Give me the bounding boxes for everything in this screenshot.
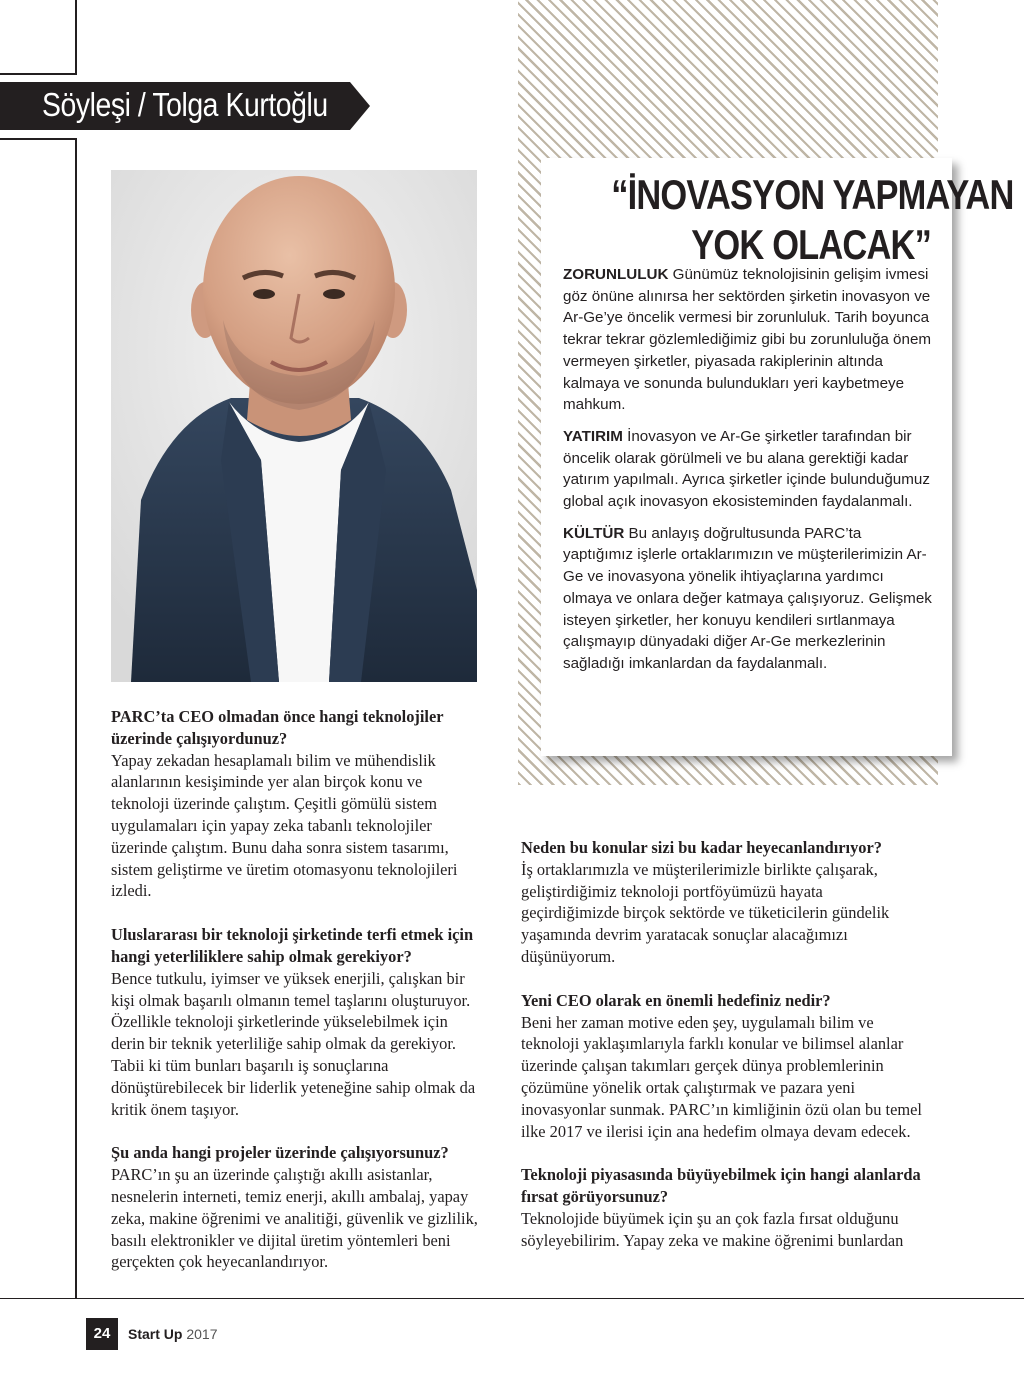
footer-brand xyxy=(128,1326,218,1342)
section-banner xyxy=(0,82,370,130)
qa-block xyxy=(521,837,925,968)
answer: Yapay zekadan hesaplamalı bilim ve mühendislik alanlarının kesişiminde yer alan birçok konu ve teknoloji üzerinde çalıştım. Çeşitli gömülü sistem uygulamaları için yapay zeka tabanlı teknolojiler üzerinde çalıştım. Bunu daha sonra sistem tasarımı, sistem geliştirme ve üretim otomasyonu teknolojileri izledi. xyxy=(111,750,458,901)
qa-block xyxy=(111,924,483,1120)
sidebar-keyword: ZORUNLULUK xyxy=(563,266,669,283)
frame-line xyxy=(75,138,77,1298)
question: Teknoloji piyasasında büyüyebilmek için hangi alanlarda fırsat görüyorsunuz? xyxy=(521,1165,921,1207)
question: Neden bu konular sizi bu kadar heyecanlandırıyor? xyxy=(521,838,882,857)
qa-block xyxy=(521,1164,925,1251)
issue-year: 2017 xyxy=(182,1326,218,1342)
page-number: 24 xyxy=(86,1318,118,1350)
sidebar-box xyxy=(541,158,1014,756)
answer: Bence tutkulu, iyimser ve yüksek enerjili, çalışkan bir kişi olmak başarılı olmanın temel taşlarını oluşturuyor. Özellikle teknoloji şirketlerinde yükselebilmek için derin bir teknik yeterliliğe sahip olmak da gerekiyor. Tabii ki tüm bunları başarılı iş sonuçlarına dönüştürebilecek bir liderlik yeteneğine sahip olmak da kritik önem taşıyor. xyxy=(111,968,476,1119)
question: Uluslararası bir teknoloji şirketinde terfi etmek için hangi yeterliliklere sahip olmak gerekiyor? xyxy=(111,925,474,966)
qa-block xyxy=(521,990,925,1143)
magazine-name: Start Up xyxy=(128,1326,183,1342)
sidebar-keyword: KÜLTÜR xyxy=(563,524,625,542)
question: Yeni CEO olarak en önemli hedefiniz nedir? xyxy=(521,990,831,1010)
frame-line xyxy=(75,0,77,74)
section-title: Söyleşi / Tolga Kurtoğlu xyxy=(42,86,328,123)
answer: Teknolojide büyümek için şu an çok fazla fırsat olduğunu söyleyebilirim. Yapay zeka ve makine öğrenimi bunlardan xyxy=(521,1208,904,1250)
sidebar-title-line: YOK OLACAK” xyxy=(691,221,931,268)
sidebar-title-line: “İNOVASYON YAPMAYAN xyxy=(611,171,1014,218)
article-column-right xyxy=(521,837,925,1274)
answer: Beni her zaman motive eden şey, uygulamalı bilim ve teknoloji yaklaşımlarıyla farklı konular ve bilimsel alanlar üzerinde çalışan takımları gerçek dünya problemlerinin çözümüne yönelik ortak çalıştırmak ve pazara yeni inovasyonlar sunmak. PARC’ın kimliğinin özü olan bu temel ilke 2017 ve ilerisi için ana hedefim olmaya devam edecek. xyxy=(521,1012,922,1141)
sidebar-text: İnovasyon ve Ar-Ge şirketler tarafından bir öncelik olarak görülmeli ve bu alana gerektiği kadar yatırım yapılmalı. Ayrıca şirketler içinde bulunduğumuz global açık inovasyon ekosisteminden faydalanmalı. xyxy=(563,427,930,511)
portrait-photo xyxy=(111,170,477,682)
qa-block xyxy=(111,1142,483,1273)
sidebar-paragraph xyxy=(563,523,933,675)
frame-line xyxy=(0,138,77,140)
frame-line xyxy=(0,73,77,75)
question: Şu anda hangi projeler üzerinde çalışıyorsunuz? xyxy=(111,1143,449,1163)
qa-block xyxy=(111,706,483,902)
sidebar-title xyxy=(541,170,1014,270)
sidebar-paragraph xyxy=(563,264,933,416)
sidebar-keyword: YATIRIM xyxy=(563,427,623,445)
article-column-left xyxy=(111,706,483,1295)
question: PARC’ta CEO olmadan önce hangi teknolojiler üzerinde çalışıyordunuz? xyxy=(111,707,444,748)
footer-divider xyxy=(0,1298,1024,1299)
sidebar-text: Bu anlayış doğrultusunda PARC’ta yaptığımız işlerle ortaklarımızın ve müşterilerimizin Ar-Ge ve inovasyona yönelik ihtiyaçlarına yardımcı olmaya ve onlara değer katmaya çalışıyoruz. Gelişmek isteyen şirketler, her konuyu kendileri sırtlanmaya çalışmayıp dünyadaki diğer Ar-Ge merkezlerinin sağladığı imkanlardan da faydalanmalı. xyxy=(563,524,932,672)
sidebar-body xyxy=(563,264,933,685)
answer: İş ortaklarımızla ve müşterilerimizle birlikte çalışarak, geliştirdiğimiz teknoloji portföyümüzü hayata geçirdiğimizde birçok sektörde ve tüketicilerin gündelik yaşamında devrim yaratacak sonuçlar alacağımızı düşünüyorum. xyxy=(521,859,890,966)
sidebar-paragraph xyxy=(563,426,933,513)
answer: PARC’ın şu an üzerinde çalıştığı akıllı asistanlar, nesnelerin interneti, temiz enerji, akıllı ambalaj, yapay zeka, makine öğrenimi ve analitiği, güvenlik ve gizlilik, basılı elektronikler ve dijital üretim yöntemleri beni gerçekten çok heyecanlandırıyor. xyxy=(111,1165,478,1272)
sidebar-text: Günümüz teknolojisinin gelişim ivmesi göz önüne alınırsa her sektörden şirketin inovasyon ve Ar-Ge’ye öncelik vermesi bir zorunluluk. Tarih boyunca tekrar tekrar gözlemlediğimiz gibi bu zorunluluğa önem vermeyen şirketler, piyasada rakiplerinin altında kalmaya ve sonunda bulundukları yeri kaybetmeye mahkum. xyxy=(563,266,932,414)
